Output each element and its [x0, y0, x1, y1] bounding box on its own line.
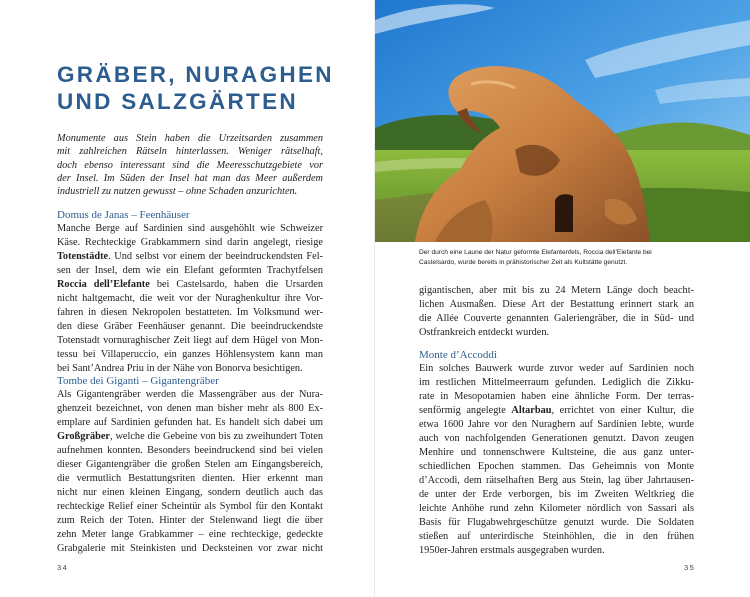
caption-line: Der durch eine Laune der Natur geformte Elefantenfels, Roccia dell’Elefante bei	[419, 249, 652, 256]
text-line: Ostfrankreich entdeckt wurden.	[419, 326, 550, 338]
text-line: emplare auf Sardinien gefunden hat. Es handelt sich dabei um	[57, 416, 323, 428]
page-number-left: 34	[57, 563, 69, 572]
section-heading-tombe-dei-giganti: Tombe dei Giganti – Gigantengräber	[57, 375, 219, 387]
text-line: stießen auf unterirdische Steinhöhlen, die in den frühen	[419, 530, 694, 542]
text-line: Manche Berge auf Sardinien sind ausgehöhlt wie Schweizer	[57, 222, 323, 234]
text-line: Totenstädte. Und selbst vor einem der beeindruckendsten Fel-	[57, 250, 323, 262]
intro-line: industriell zu nutzen gewusst – ohne Schaden anzurichten.	[57, 186, 298, 198]
intro-paragraph	[57, 132, 323, 198]
text-line: senförmig angelegte Altarbau, errichtet von einer Kultur, die	[419, 404, 694, 416]
text-line: nicht nur einen kleinen Eingang, sondern deutlich auch das	[57, 486, 323, 498]
text-line: fahren in diesen Nekropolen bestatteten. Im Volksmund wer-	[57, 306, 323, 318]
section-heading-domus-de-janas: Domus de Janas – Feenhäuser	[57, 209, 190, 221]
text-line: leichte Anhöhe rund zehn Kilometer nördlich von Sassari als	[419, 502, 694, 514]
text-line: etwa 1600 Jahre vor den Nuraghern auf Sardinien lebte, wurde	[419, 418, 694, 430]
text-line: Grabgalerie mit Steinkisten und Decksteinen vor zwar nicht	[57, 542, 323, 554]
text-line: ghenzeit bezeichnet, von denen man bisher mehr als 800 Ex-	[57, 402, 323, 414]
text-line: Großgräber, welche die Gebeine von bis zu zweihundert Toten	[57, 430, 323, 442]
text-line: die vermutlich Bestattungsriten dienten. Hier erkennt man	[57, 472, 323, 484]
text-line: 1950er-Jahren erstmals ausgegraben wurden.	[419, 544, 605, 556]
text-line: Roccia dell’Elefante bei Castelsardo, haben die Ursarden	[57, 278, 323, 290]
text-line: den diese Gräber Feenhäuser genannt. Die beeindruckendste	[57, 320, 323, 332]
bold-term: Roccia dell’Elefante	[57, 278, 150, 290]
bold-term: Totenstädte	[57, 250, 109, 262]
text-line: Basis für Flugabwehrgeschütze genutzt wurde. Die Soldaten	[419, 516, 694, 528]
text-line: dieser Gigantengräber die großen Stelen am Eingangsbereich,	[57, 458, 323, 470]
text-line: zehn Meter lange Grabkammer – eine rechteckige, gedeckte	[57, 528, 323, 540]
intro-line: der Insel. Im Süden der Insel hat man das Meer außerdem	[57, 172, 323, 184]
text-line: Als Gigantengräber werden die Massengräber aus der Nura-	[57, 388, 323, 400]
text-line: auch von nachfolgenden Generationen genutzt. Davon zeugen	[419, 432, 694, 444]
intro-line: doch ebenso interessant sind die Meeresschutzgebiete vor	[57, 159, 323, 171]
text-line: bei Sant’Andrea Priu in der Nähe von Bonorva besichtigen.	[57, 362, 303, 374]
intro-line: mit zahlreichen Rätseln hinterlassen. Weniger rätselhaft,	[57, 146, 323, 158]
section-text-tombe-dei-giganti	[57, 388, 323, 556]
text-line: gigantischen, aber mit bis zu 24 Metern Länge doch beacht-	[419, 284, 694, 296]
section-text-domus-de-janas	[57, 222, 323, 376]
text-line: rechteckige Relief einer Scheintür als Symbol für den Kontakt	[57, 500, 323, 512]
text-line: Totenstadt vornuraghischer Zeit liegt auf dem Hügel von Mon-	[57, 334, 323, 346]
text-line: Menhire und tonnenschwere Kultsteine, die aus ganz unter-	[419, 446, 694, 458]
text-line: aufnehmen konnten. Besonders beeindruckend sind bei vielen	[57, 444, 323, 456]
bold-term: Altarbau	[511, 404, 552, 416]
bold-term: Großgräber	[57, 430, 111, 442]
chapter-title: GRÄBER, NURAGHEN UND SALZGÄRTEN	[57, 62, 334, 114]
text-line: sen der Insel, dem wie ein Elefant geformten Trachytfelsen	[57, 264, 323, 276]
right-page	[375, 0, 750, 597]
text-line: schiedlichen Epochen stammen. Das Geheimnis von Monte	[419, 460, 694, 472]
section-text-monte-accoddi	[419, 362, 694, 558]
text-line: d’Accodi, dem rätselhaften Berg aus Stein, lag über Jahrtausen-	[419, 474, 694, 486]
caption-line: Castelsardo, wurde bereits in prähistorischer Zeit als Kultstätte genutzt.	[419, 259, 628, 266]
photo-caption	[419, 248, 724, 268]
text-line: Käse. Rechteckige Grabkammern sind darin angelegt, riesige	[57, 236, 323, 248]
text-line: im restlichen Mittelmeerraum gefunden. Lediglich die Zikku-	[419, 376, 694, 388]
elephant-rock-photo	[375, 0, 750, 242]
page-number-right: 35	[684, 563, 696, 572]
continued-paragraph	[419, 284, 694, 340]
text-line: lichen Ausmaßen. Diese Art der Bestattung erinnert stark an	[419, 298, 694, 310]
text-line: nicht haltgemacht, die weit vor der Nuraghenkultur ihre Vor-	[57, 292, 323, 304]
section-heading-monte-accoddi: Monte d’Accoddi	[419, 349, 497, 361]
text-line: zum Reich der Toten. Hinter der Stelenwand liegt die über	[57, 514, 323, 526]
intro-line: Monumente aus Stein haben die Urzeitsarden zusammen	[57, 133, 323, 144]
text-line: de unter der Erde verborgen, bis im Zweiten Weltkrieg die	[419, 488, 694, 500]
text-line: Ein solches Bauwerk wurde zuvor weder auf Sardinien noch	[419, 362, 694, 374]
text-line: tessu bei Villaperuccio, ein ganzes Höhlensystem kann man	[57, 348, 323, 360]
text-line: die Allée Couverte genannten Galeriengräber, die in Süd- und	[419, 312, 694, 324]
text-line: rate in Mesopotamien haben eine ähnliche Form. Der terras-	[419, 390, 694, 402]
